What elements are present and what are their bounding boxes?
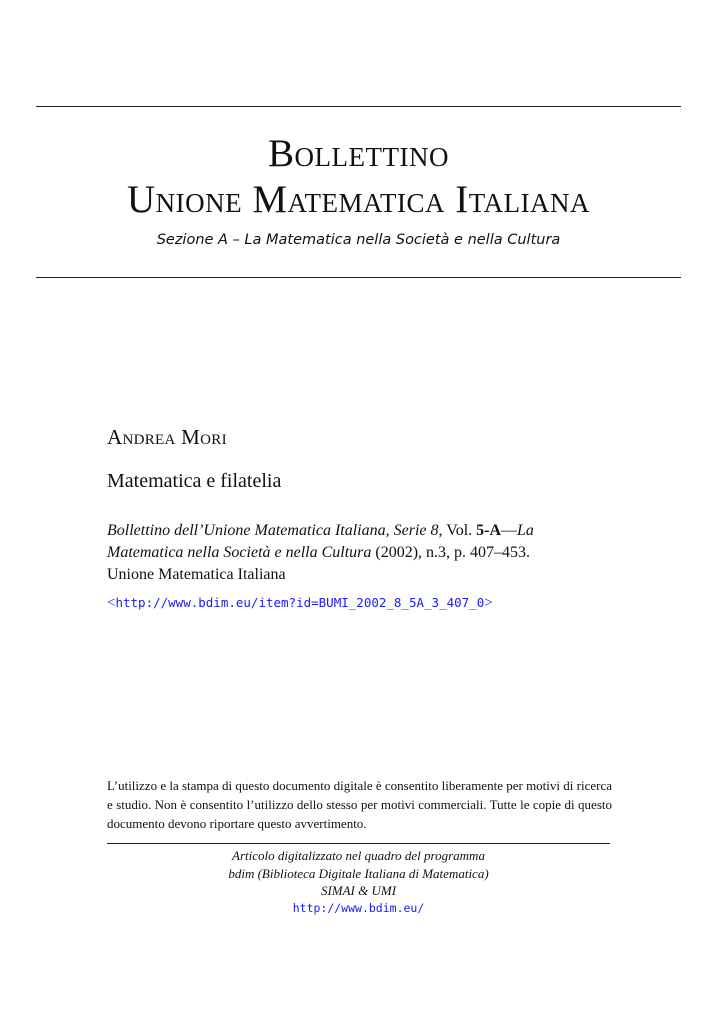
publisher: Unione Matematica Italiana <box>107 566 286 583</box>
colophon-line2: bdim (Biblioteca Digitale Italiana di Matematica) <box>228 865 489 881</box>
citation-section: La Matematica nella Società e nella Cultura <box>107 522 534 561</box>
citation <box>107 520 612 564</box>
citation-dash: — <box>501 522 518 539</box>
colophon-line3: SIMAI & UMI <box>320 883 397 898</box>
citation-volume: 5-A <box>476 522 502 539</box>
header-bottom-rule <box>36 277 681 278</box>
journal-title-line1: Bollettino <box>268 132 449 175</box>
url-open-bracket: < <box>107 595 116 611</box>
colophon-line1: Articolo digitalizzato nel quadro del programma <box>232 848 485 863</box>
top-rule <box>36 106 681 107</box>
article-title: Matematica e filatelia <box>107 470 282 492</box>
citation-journal: Bollettino dell’Unione Matematica Italiana, Serie 8 <box>107 522 439 539</box>
footer-rule <box>107 843 610 844</box>
colophon-url-link[interactable]: http://www.bdim.eu/ <box>292 900 425 915</box>
colophon <box>107 847 610 917</box>
usage-notice: L’utilizzo e la stampa di questo documento digitale è consentito liberamente per motivi di ricerca e studio. Non è consentito l’utilizzo dello stesso per motivi commerciali. Tutte le copie di questo documento devono riportare questo avvertimento. <box>107 778 612 831</box>
journal-section-subtitle: Sezione A – La Matematica nella Società e nella Cultura <box>156 232 561 248</box>
item-url-line <box>107 592 612 614</box>
url-close-bracket: > <box>484 595 493 611</box>
article-author: Andrea Mori <box>107 425 227 449</box>
citation-vol-label: , Vol. <box>438 522 477 539</box>
citation-details: (2002), n.3, p. 407–453. <box>371 544 531 561</box>
item-url-link[interactable]: http://www.bdim.eu/item?id=BUMI_2002_8_5A_3_407_0 <box>115 595 485 610</box>
journal-title-line2: Unione Matematica Italiana <box>126 178 591 221</box>
